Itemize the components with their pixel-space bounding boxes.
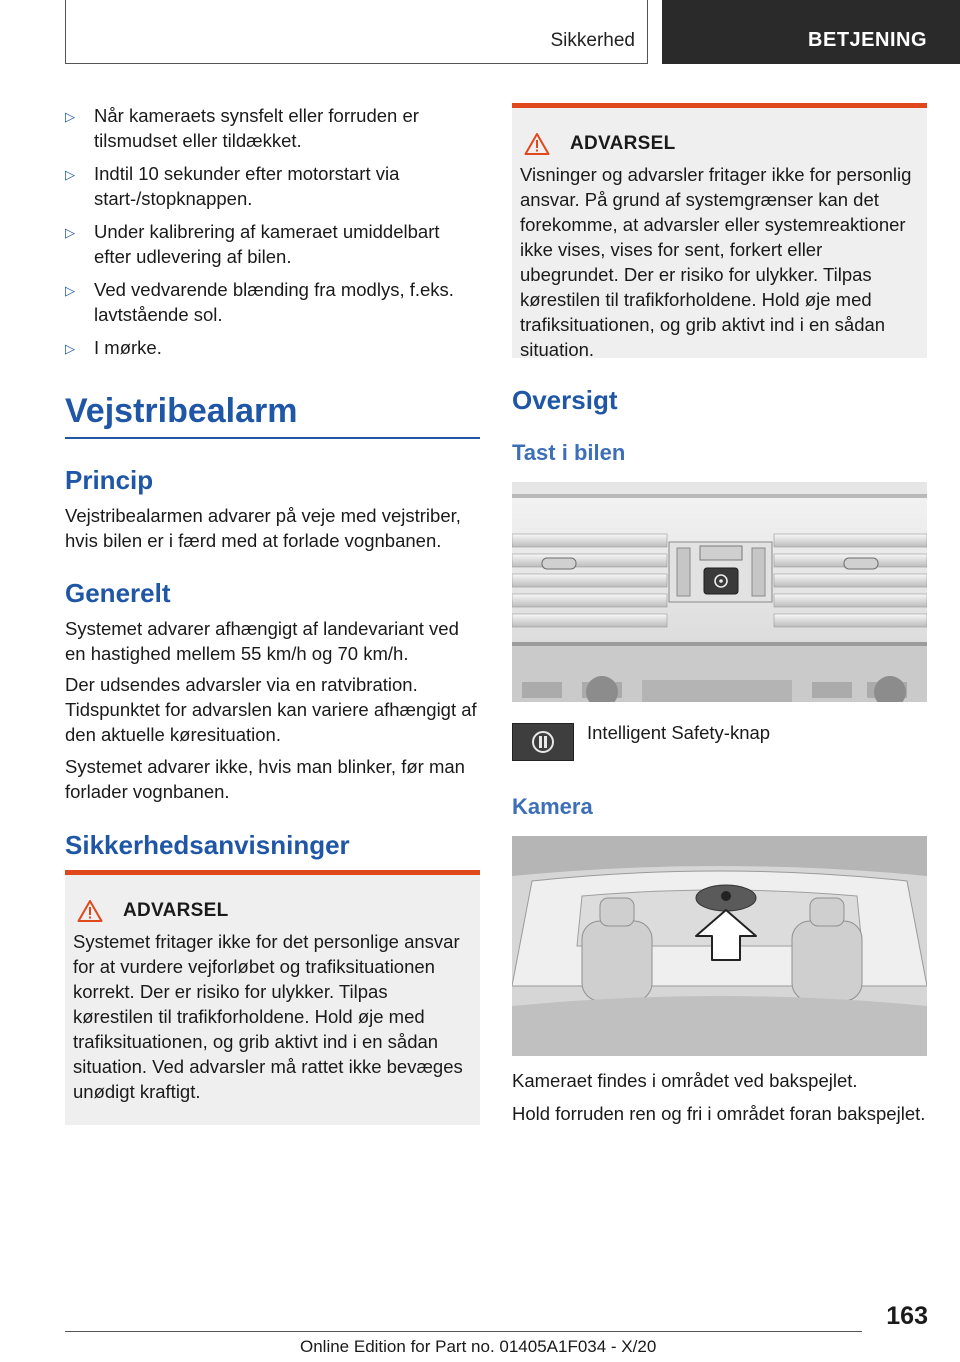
list-item: ▷ I mørke. bbox=[65, 335, 480, 360]
warning-label: ADVARSEL bbox=[570, 133, 676, 154]
general-paragraph-3: Systemet advarer ikke, hvis man blinker, før man forlader vognbanen. bbox=[65, 756, 465, 802]
condition-bullet-list bbox=[65, 103, 480, 368]
list-item: ▷ Indtil 10 sekunder efter motorstart via start-/stopknappen. bbox=[65, 163, 400, 209]
button-in-car-heading: Tast i bilen bbox=[512, 440, 626, 465]
list-item: ▷ Ved vedvarende blænding fra modlys, f.eks. lavtstående sol. bbox=[65, 279, 454, 325]
header-section-title: Sikkerhed bbox=[550, 30, 635, 51]
list-item: ▷ Når kameraets synsfelt eller forruden er tilsmudset eller tildækket. bbox=[65, 105, 419, 151]
principle-text: Vejstribealarmen advarer på veje med vejstriber, hvis bilen er i færd med at forlade vognbanen. bbox=[65, 505, 461, 551]
title-underline bbox=[65, 437, 480, 439]
warning-label: ADVARSEL bbox=[123, 900, 229, 921]
intelligent-safety-button-icon bbox=[512, 723, 574, 761]
dashboard-button-photo bbox=[512, 482, 927, 702]
warning-text: Systemet fritager ikke for det personlige ansvar for at vurdere vejforløbet og trafiksituationen korrekt. Der er risiko for ulykker. Tilpas kørestilen til trafikforholdene. Hold øje med trafiksituationen, og grib aktivt ind i en sådan situation. Ved advarsler må rattet ikke bevæges unødigt kraftigt. bbox=[73, 931, 463, 1102]
camera-paragraph-1: Kameraet findes i området ved bakspejlet. bbox=[512, 1070, 858, 1091]
button-caption: Intelligent Safety-knap bbox=[587, 722, 771, 743]
general-paragraph-1: Systemet advarer afhængigt af landevariant ved en hastighed mellem 55 km/h og 70 km/h. bbox=[65, 618, 459, 664]
camera-heading: Kamera bbox=[512, 794, 593, 819]
triangle-bullet-icon: ▷ bbox=[65, 283, 75, 298]
header-chapter-tab bbox=[662, 0, 960, 64]
header-chapter-label: BETJENING bbox=[808, 29, 927, 51]
safety-heading: Sikkerhedsanvisninger bbox=[65, 830, 350, 860]
triangle-bullet-icon: ▷ bbox=[65, 225, 75, 240]
warning-triangle-icon bbox=[77, 899, 103, 923]
footer-edition: Online Edition for Part no. 01405A1F034 - X/20 bbox=[300, 1337, 657, 1356]
warning-header bbox=[77, 899, 472, 923]
triangle-bullet-icon: ▷ bbox=[65, 167, 75, 182]
system-limits-warning-box bbox=[512, 103, 927, 358]
principle-heading: Princip bbox=[65, 465, 154, 495]
safety-shield-icon bbox=[529, 728, 557, 756]
dashboard-illustration bbox=[512, 482, 927, 702]
warning-triangle-icon bbox=[524, 132, 550, 156]
safety-warning-box bbox=[65, 870, 480, 1125]
page-title: Vejstribealarm bbox=[65, 392, 298, 430]
general-paragraph-2: Der udsendes advarsler via en ratvibration. Tidspunktet for advarslen kan variere afhængigt af den aktuelle køresituation. bbox=[65, 674, 477, 745]
camera-paragraph-2: Hold forruden ren og fri i området foran bakspejlet. bbox=[512, 1103, 926, 1124]
page-number: 163 bbox=[886, 1302, 928, 1330]
general-heading: Generelt bbox=[65, 578, 171, 608]
triangle-bullet-icon: ▷ bbox=[65, 341, 75, 356]
footer-rule bbox=[65, 1331, 862, 1332]
triangle-bullet-icon: ▷ bbox=[65, 109, 75, 124]
list-item: ▷ Under kalibrering af kameraet umiddelbart efter udlevering af bilen. bbox=[65, 221, 440, 267]
camera-location-photo bbox=[512, 836, 927, 1056]
windshield-camera-illustration bbox=[512, 836, 927, 1056]
warning-header bbox=[524, 132, 919, 156]
warning-text: Visninger og advarsler fritager ikke for personlig ansvar. På grund af systemgrænser kan det forekomme, at advarsler eller systemreaktioner ikke vises, vises for sent, forkert eller ubegrundet. Der er risiko for ulykker. Tilpas kørestilen til trafikforholdene. Hold øje med trafiksituationen, og grib aktivt ind i en sådan situation. bbox=[520, 164, 912, 360]
overview-heading: Oversigt bbox=[512, 385, 618, 415]
